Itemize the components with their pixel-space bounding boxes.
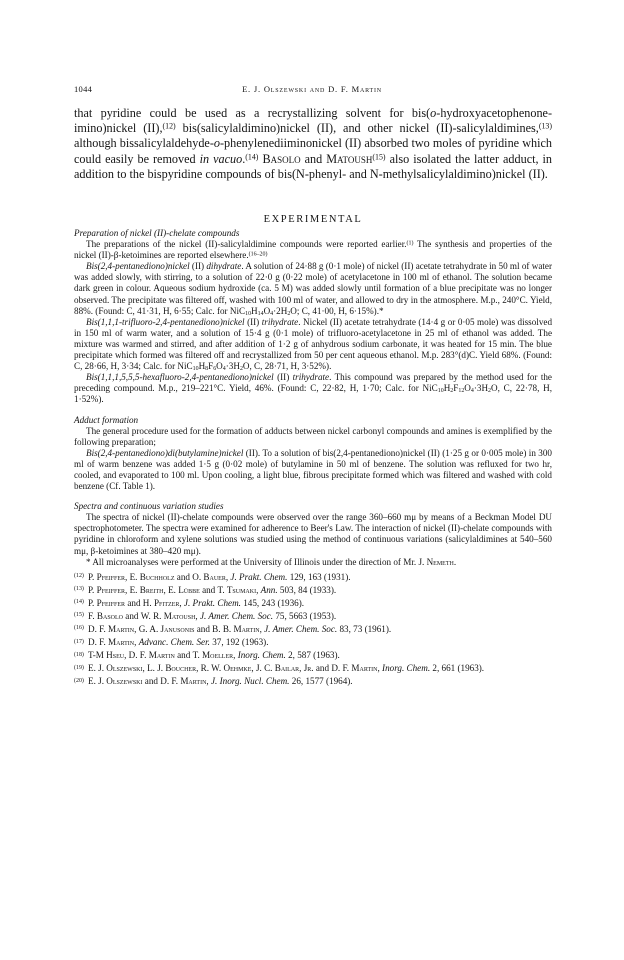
- reference-item: (18) T-M Hseu, D. F. Martin and T. Moeller, Inorg. Chem. 2, 587 (1963).: [74, 650, 340, 661]
- reference-item: (12) P. Pfeiffer, E. Buchholz and O. Bauer, J. Prakt. Chem. 129, 163 (1931).: [74, 571, 351, 582]
- experimental-section: [74, 228, 552, 690]
- running-head: E. J. Olszewski and D. F. Martin: [242, 84, 382, 94]
- prep-paragraph: The preparations of the nickel (II)-salicylaldimine compounds were reported earlier.$^{(1)}$ The synthesis and properties of the nickel (II)-β-ketoimines are reported elsewhere.$^{(16-20)}$: [74, 239, 552, 261]
- reference-item: (14) P. Pfeiffer and H. Pfitzer, J. Prakt. Chem. 145, 243 (1936).: [74, 597, 305, 608]
- adduct-heading: Adduct formation: [74, 414, 139, 425]
- reference-list: [74, 572, 552, 688]
- intro-paragraph: [74, 106, 552, 182]
- experimental-heading: EXPERIMENTAL: [263, 214, 363, 225]
- prep-paragraph: Bis(2,4-pentanediono)nickel (II) dihydrate. A solution of 24·88 g (0·1 mole) of nickel (II) acetate tetrahydrate in 50 ml of water was added slowly, with stirring, to a solution of 22·0 g (0·22 mole) of acetylacetone in 100 ml of ethanol. The solution became dark green in colour. Aqueous sodium hydroxide (ca. 5 M) was added slowly until formation of a blue precipitate was no longer observed. The precipitate was filtered off, washed with 100 ml of water, and allowed to dry in the atmosphere. M.p., 240°C. Yield, 88%. (Found: C, 41·31, H, 6·55; Calc. for $NiC_{10}H_{14}O_4\cdot 2H_2O$; C, 41·00, H, 6·15%).*: [74, 261, 552, 317]
- reference-item: (17) D. F. Martin, Advanc. Chem. Ser. 37, 192 (1963).: [74, 637, 269, 648]
- intro-text: that pyridine could be used as a recrystallizing solvent for bis(o-hydroxyacetophenone-imino)nickel (II),$^{(12)}$ bis(salicylaldimino)nickel (II), and other nickel (II)-salicylaldimines,$^{(13)}$ although bissalicylaldehyde-o-phenylenediiminonickel (II) absorbed two moles of pyridine which could easily be removed in vacuo.$^{(14)}$ Basolo and Matoush$^{(15)}$ also isolated the latter adduct, in addition to the bispyridine compounds of bis(N-phenyl- and N-methylsalicylaldimino)nickel (II).: [74, 106, 553, 181]
- prep-paragraph: Bis(1,1,1,5,5,5-hexafluoro-2,4-pentanediono)nickel (II) trihydrate. This compound was prepared by the method used for the preceding compound. M.p., 219–221°C. Yield, 46%. (Found: C, 22·82, H, 1·70; Calc. for $NiC_{10}H_2F_{12}O_4\cdot 3H_2O$, C, 22·78, H, 1·52%).: [74, 372, 552, 405]
- adduct-paragraph: Bis(2,4-pentanediono)di(butylamine)nickel (II). To a solution of bis(2,4-pentanediono)nickel (II) (1·25 g or 0·005 mole) in 300 ml of warm benzene was added 1·5 g (0·02 mole) of butylamine in 50 ml of benzene. The solution was refluxed for two hr, cooled, and evaporated to 100 ml. Upon cooling, a light blue, fibrous precipitate formed which was filtered and washed with cold benzene (Cf. Table 1).: [74, 447, 552, 492]
- reference-item: (16) D. F. Martin, G. A. Janusonis and B. B. Martin, J. Amer. Chem. Soc. 83, 73 (1961).: [74, 624, 392, 635]
- reference-item: (20) E. J. Olszewski and D. F. Martin, J. Inorg. Nucl. Chem. 26, 1577 (1964).: [74, 676, 353, 687]
- prep-heading: Preparation of nickel (II)-chelate compounds: [74, 228, 240, 238]
- microanalysis-footnote: * All microanalyses were performed at the University of Illinois under the direction of Mr. J. Nemeth.: [86, 556, 457, 567]
- page-header: [74, 84, 550, 96]
- reference-item: (15) F. Basolo and W. R. Matoush, J. Amer. Chem. Soc. 75, 5663 (1953).: [74, 611, 337, 621]
- reference-item: (13) P. Pfeiffer, E. Breith, E. Lübbe and T. Tsumaki, Ann. 503, 84 (1933).: [74, 584, 337, 595]
- reference-item: (19) E. J. Olszewski, L. J. Boucher, R. W. Oehmke, J. C. Bailar, Jr. and D. F. Martin, Inorg. Chem. 2, 661 (1963).: [74, 663, 485, 674]
- adduct-paragraph: The general procedure used for the formation of adducts between nickel carbonyl compounds and amines is exemplified by the following preparation;: [74, 425, 552, 447]
- spectra-paragraph: The spectra of nickel (II)-chelate compounds were observed over the range 360–660 mμ by means of a Beckman Model DU spectrophotometer. The spectra were examined for adherence to Beer's Law. The interaction of nickel (II)-chelate compounds with pyridine in chloroform and xylene solutions was studied using the method of continuous variations (salicylaldimines at 540–560 mμ, β-ketoimines at 380–420 mμ).: [74, 512, 552, 556]
- prep-paragraph: Bis(1,1,1-trifluoro-2,4-pentanediono)nickel (II) trihydrate. Nickel (II) acetate tetrahydrate (14·4 g or 0·05 mole) was dissolved in 150 ml of warm water, and a solution of 15·4 g (0·1 mole) of trifluoro-acetylacetone in 25 ml of ethanol was added. The mixture was warmed and stirred, and after addition of 1·2 g of anhydrous sodium carbonate, it was heated for 15 min. The blue precipitate which formed was filtered off and recrystallized from 50 per cent aqueous ethanol. M.p. 283°(d)C. Yield 68%. (Found: C, 28·66, H, 3·34; Calc. for $NiC_{10}H_8F_6O_4\cdot 3H_2O$, C, 28·71, H, 3·52%).: [74, 316, 553, 373]
- page-number: 1044: [74, 84, 93, 94]
- spectra-heading: Spectra and continuous variation studies: [74, 501, 224, 512]
